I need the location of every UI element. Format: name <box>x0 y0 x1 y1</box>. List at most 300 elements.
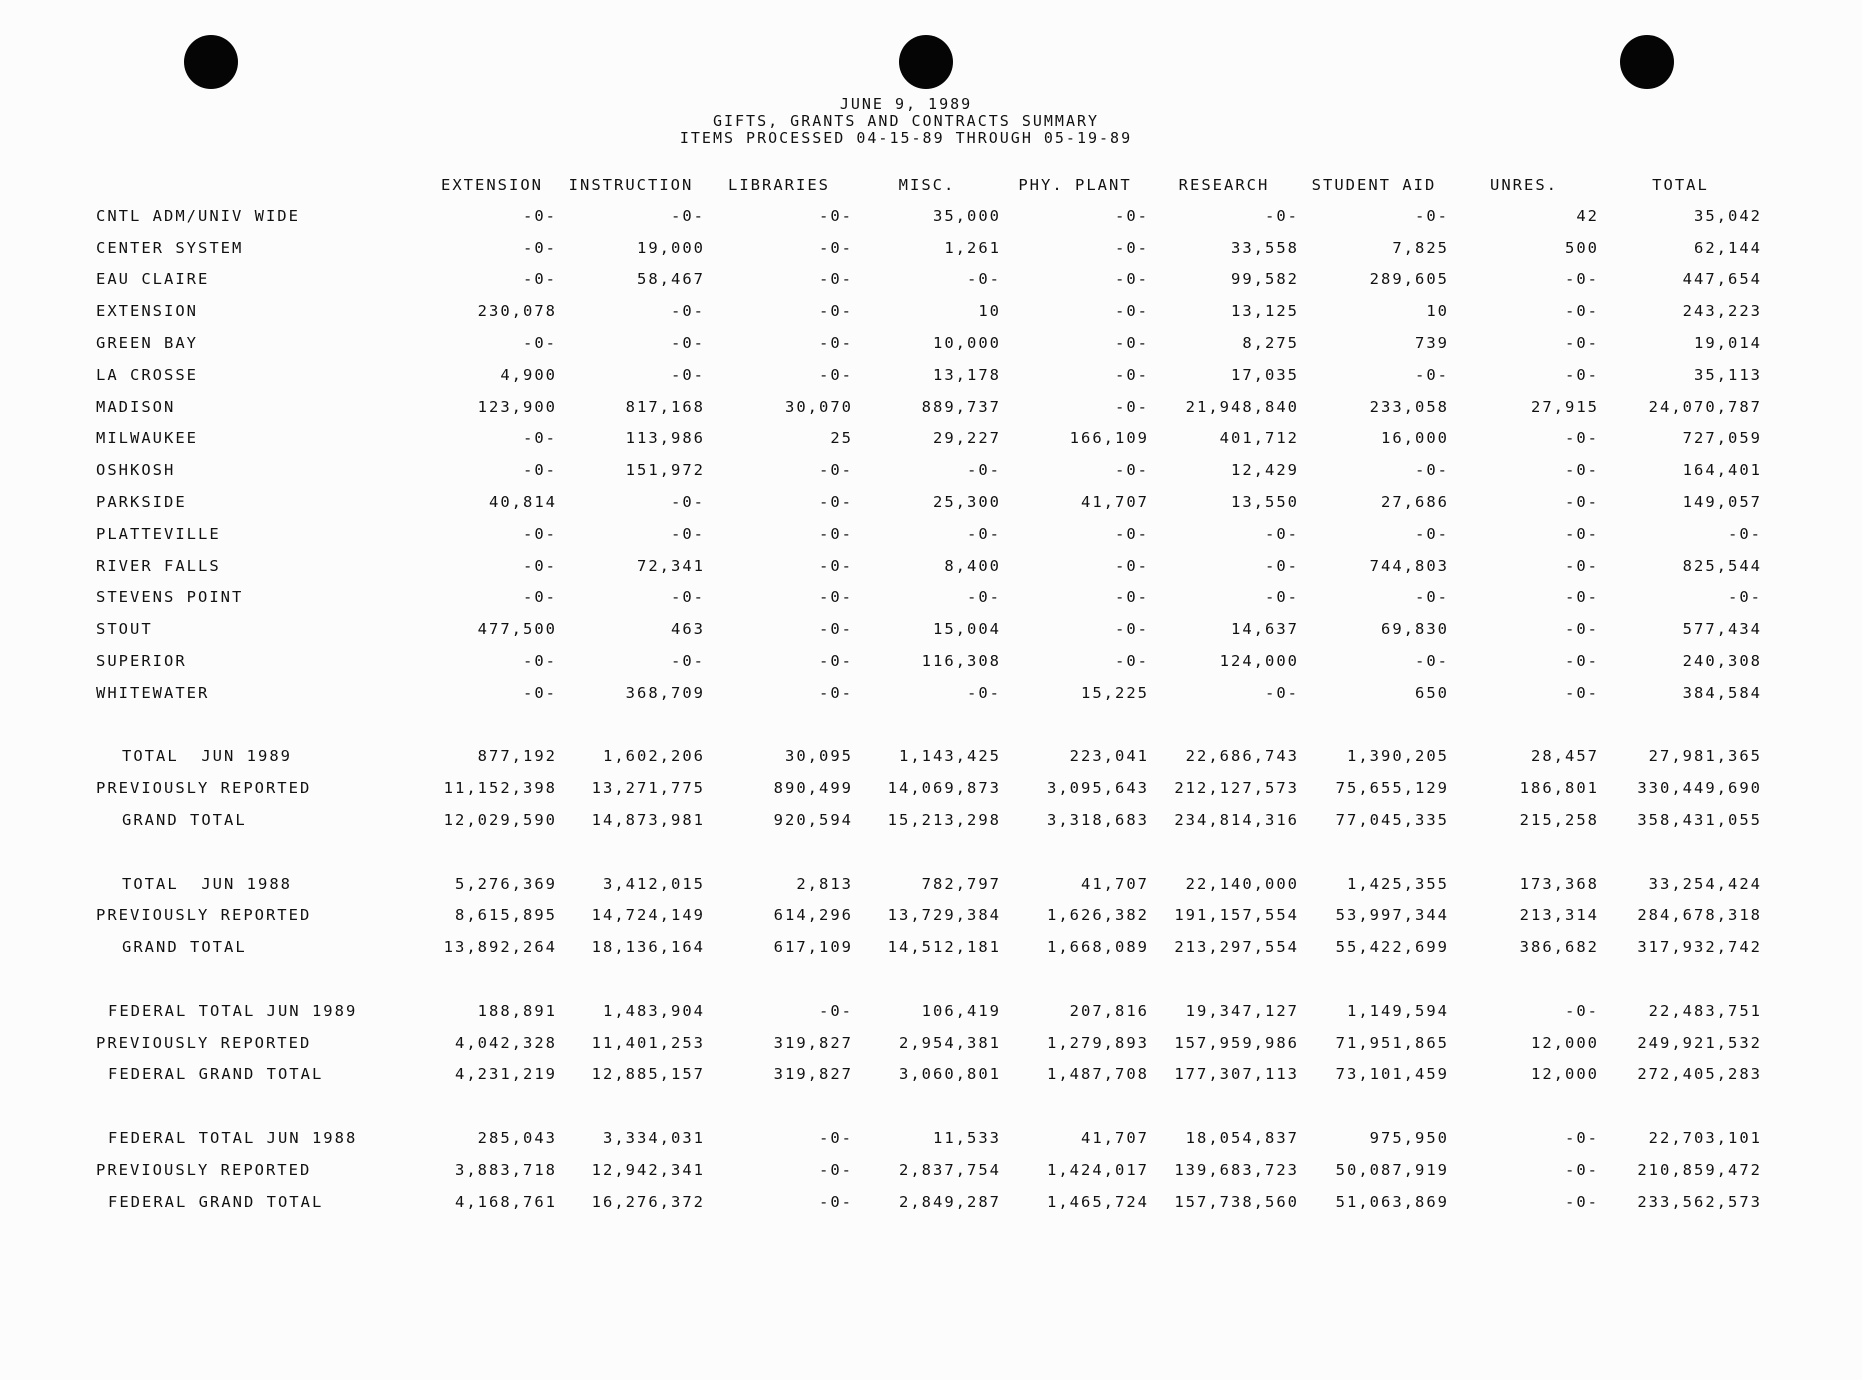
campus-row <box>96 486 1762 518</box>
table-cell: 401,712 <box>1219 429 1299 448</box>
table-cell: 13,729,384 <box>887 906 1001 925</box>
table-cell: -0- <box>819 1001 853 1020</box>
table-cell: 975,950 <box>1369 1129 1449 1147</box>
table-cell: 8,615,895 <box>455 906 557 925</box>
table-cell: 13,550 <box>1231 493 1299 512</box>
table-cell: -0- <box>1265 588 1299 607</box>
table-cell: -0- <box>1728 588 1762 607</box>
table-cell: -0- <box>1565 334 1599 353</box>
table-cell: -0- <box>1565 365 1599 384</box>
table-cell: -0- <box>1415 365 1449 384</box>
table-cell: 319,827 <box>773 1033 853 1052</box>
table-cell: -0- <box>819 461 853 480</box>
table-cell: -0- <box>671 493 705 512</box>
table-cell: 210,859,472 <box>1637 1160 1762 1179</box>
table-cell: 782,797 <box>921 874 1001 893</box>
table-cell: 2,813 <box>796 874 853 893</box>
row-label: EXTENSION <box>96 302 198 321</box>
table-cell: 15,004 <box>933 620 1001 639</box>
table-cell: -0- <box>1565 302 1599 321</box>
row-label: FEDERAL TOTAL JUN 1989 <box>108 1001 358 1020</box>
row-label: LA CROSSE <box>96 365 198 384</box>
row-label: GRAND TOTAL <box>122 938 247 957</box>
table-cell: 14,873,981 <box>591 811 705 830</box>
table-cell: 55,422,699 <box>1335 938 1449 957</box>
row-label: TOTAL JUN 1988 <box>122 874 292 893</box>
row-label: FEDERAL GRAND TOTAL <box>108 1065 324 1084</box>
table-cell: 12,885,157 <box>591 1065 705 1084</box>
row-label: MADISON <box>96 397 176 416</box>
table-cell: 19,014 <box>1694 334 1762 353</box>
table-cell: -0- <box>671 365 705 384</box>
summary-row <box>96 995 1762 1027</box>
column-header-row <box>96 170 1762 200</box>
table-cell: 249,921,532 <box>1637 1033 1762 1052</box>
table-cell: -0- <box>1115 588 1149 607</box>
table-cell: -0- <box>819 334 853 353</box>
table-cell: 35,042 <box>1694 206 1762 225</box>
table-cell: 2,849,287 <box>899 1192 1001 1211</box>
table-cell: 40,814 <box>489 493 557 512</box>
table-cell: 164,401 <box>1682 461 1762 480</box>
campus-row <box>96 423 1762 455</box>
table-cell: 41,707 <box>1081 1129 1149 1147</box>
table-cell: -0- <box>1115 397 1149 416</box>
table-cell: 1,483,904 <box>603 1001 705 1020</box>
table-cell: -0- <box>819 556 853 575</box>
table-cell: 12,942,341 <box>591 1160 705 1179</box>
row-label: GRAND TOTAL <box>122 811 247 830</box>
table-cell: 27,915 <box>1531 397 1599 416</box>
campus-row <box>96 550 1762 582</box>
table-cell: -0- <box>671 524 705 543</box>
table-cell: 617,109 <box>773 938 853 957</box>
row-label: CENTER SYSTEM <box>96 238 244 257</box>
summary-row <box>96 1059 1762 1091</box>
table-cell: -0- <box>671 302 705 321</box>
punch-hole-right <box>1620 35 1674 89</box>
table-cell: 234,814,316 <box>1174 811 1299 830</box>
summary-row <box>96 1122 1762 1154</box>
table-cell: 7,825 <box>1392 238 1449 257</box>
row-label-header <box>96 170 427 200</box>
table-cell: -0- <box>1115 524 1149 543</box>
table-cell: -0- <box>1565 270 1599 289</box>
table-cell: -0- <box>523 652 557 671</box>
spacer-row <box>96 1090 1762 1122</box>
table-cell: 3,334,031 <box>603 1129 705 1147</box>
table-cell: 139,683,723 <box>1174 1160 1299 1179</box>
table-cell: -0- <box>1415 461 1449 480</box>
table-cell: 12,429 <box>1231 461 1299 480</box>
table-cell: -0- <box>1265 206 1299 225</box>
table-cell: 21,948,840 <box>1185 397 1299 416</box>
table-cell: -0- <box>523 524 557 543</box>
table-cell: -0- <box>1565 683 1599 702</box>
table-cell: 889,737 <box>921 397 1001 416</box>
report-subtitle: ITEMS PROCESSED 04-15-89 THROUGH 05-19-89 <box>679 129 1133 147</box>
table-cell: -0- <box>523 334 557 353</box>
campus-row <box>96 359 1762 391</box>
table-cell: -0- <box>1565 1160 1599 1179</box>
table-cell: 447,654 <box>1682 270 1762 289</box>
table-cell: 2,837,754 <box>899 1160 1001 1179</box>
campus-row <box>96 264 1762 296</box>
table-cell: 213,297,554 <box>1174 938 1299 957</box>
table-cell: 207,816 <box>1069 1001 1149 1020</box>
table-cell: 500 <box>1565 238 1599 257</box>
table-cell: -0- <box>1565 493 1599 512</box>
table-cell: 272,405,283 <box>1637 1065 1762 1084</box>
report-title: GIFTS, GRANTS AND CONTRACTS SUMMARY <box>712 112 1100 130</box>
table-cell: 10,000 <box>933 334 1001 353</box>
table-cell: -0- <box>523 556 557 575</box>
table-cell: 29,227 <box>933 429 1001 448</box>
table-cell: -0- <box>819 1160 853 1179</box>
table-cell: 386,682 <box>1519 938 1599 957</box>
table-cell: 30,095 <box>785 747 853 766</box>
table-cell: 920,594 <box>773 811 853 830</box>
table-cell: 22,703,101 <box>1648 1129 1762 1147</box>
table-cell: 1,424,017 <box>1047 1160 1149 1179</box>
table-cell: -0- <box>819 588 853 607</box>
table-cell: -0- <box>967 461 1001 480</box>
row-label: SUPERIOR <box>96 652 187 671</box>
table-cell: 358,431,055 <box>1637 811 1762 830</box>
table-cell: -0- <box>1565 461 1599 480</box>
table-cell: 50,087,919 <box>1335 1160 1449 1179</box>
table-cell: -0- <box>1115 620 1149 639</box>
table-cell: 22,483,751 <box>1648 1001 1762 1020</box>
table-cell: 212,127,573 <box>1174 779 1299 798</box>
table-cell: 463 <box>671 620 705 639</box>
table-cell: 11,401,253 <box>591 1033 705 1052</box>
spacer-row <box>96 963 1762 995</box>
table-cell: 5,276,369 <box>455 874 557 893</box>
table-cell: -0- <box>1265 524 1299 543</box>
table-cell: 22,140,000 <box>1185 874 1299 893</box>
table-cell: 123,900 <box>477 397 557 416</box>
summary-row <box>96 804 1762 836</box>
table-cell: 1,465,724 <box>1047 1192 1149 1211</box>
row-label: PLATTEVILLE <box>96 524 221 543</box>
row-label: STOUT <box>96 620 153 639</box>
table-cell: 18,136,164 <box>591 938 705 957</box>
campus-row <box>96 645 1762 677</box>
table-cell: -0- <box>967 270 1001 289</box>
table-cell: -0- <box>1415 652 1449 671</box>
table-cell: -0- <box>1565 524 1599 543</box>
table-cell: 27,981,365 <box>1648 747 1762 766</box>
row-label: EAU CLAIRE <box>96 270 210 289</box>
table-cell: -0- <box>1565 652 1599 671</box>
table-cell: 16,000 <box>1381 429 1449 448</box>
row-label: PARKSIDE <box>96 493 187 512</box>
table-cell: 319,827 <box>773 1065 853 1084</box>
table-cell: 4,900 <box>500 365 557 384</box>
table-cell: -0- <box>819 238 853 257</box>
table-cell: 12,000 <box>1531 1033 1599 1052</box>
table-cell: 113,986 <box>625 429 705 448</box>
table-cell: 22,686,743 <box>1185 747 1299 766</box>
table-cell: 41,707 <box>1081 874 1149 893</box>
table-cell: 173,368 <box>1519 874 1599 893</box>
summary-row <box>96 1154 1762 1186</box>
row-label: MILWAUKEE <box>96 429 198 448</box>
row-label: OSHKOSH <box>96 461 176 480</box>
table-cell: 614,296 <box>773 906 853 925</box>
table-cell: -0- <box>1415 206 1449 225</box>
table-cell: 2,954,381 <box>899 1033 1001 1052</box>
table-cell: 151,972 <box>625 461 705 480</box>
spacer-cell <box>96 709 1762 741</box>
campus-row <box>96 295 1762 327</box>
table-cell: -0- <box>1415 524 1449 543</box>
table-cell: -0- <box>819 206 853 225</box>
table-cell: 35,113 <box>1694 365 1762 384</box>
table-cell: 77,045,335 <box>1335 811 1449 830</box>
summary-row <box>96 1186 1762 1218</box>
table-cell: -0- <box>1565 1192 1599 1211</box>
row-label: PREVIOUSLY REPORTED <box>96 1033 312 1052</box>
table-cell: 13,271,775 <box>591 779 705 798</box>
table-cell: 1,602,206 <box>603 747 705 766</box>
table-cell: 33,558 <box>1231 238 1299 257</box>
table-cell: 73,101,459 <box>1335 1065 1449 1084</box>
table-cell: -0- <box>523 429 557 448</box>
campus-row <box>96 391 1762 423</box>
table-cell: -0- <box>1265 683 1299 702</box>
table-cell: 124,000 <box>1219 652 1299 671</box>
table-cell: -0- <box>819 493 853 512</box>
table-cell: 99,582 <box>1231 270 1299 289</box>
table-cell: 157,738,560 <box>1174 1192 1299 1211</box>
table-cell: 3,318,683 <box>1047 811 1149 830</box>
table-cell: 157,959,986 <box>1174 1033 1299 1052</box>
report-date: JUNE 9, 1989 <box>839 95 973 113</box>
row-label: CNTL ADM/UNIV WIDE <box>96 206 300 225</box>
column-header: INSTRUCTION <box>568 176 694 194</box>
table-cell: 1,149,594 <box>1347 1001 1449 1020</box>
table-cell: 25 <box>830 429 853 448</box>
punch-hole-center <box>899 35 953 89</box>
campus-row <box>96 582 1762 614</box>
spacer-cell <box>96 963 1762 995</box>
table-cell: 24,070,787 <box>1648 397 1762 416</box>
table-cell: -0- <box>1565 588 1599 607</box>
table-cell: 1,390,205 <box>1347 747 1449 766</box>
table-cell: -0- <box>819 620 853 639</box>
table-cell: 215,258 <box>1519 811 1599 830</box>
table-cell: -0- <box>1565 620 1599 639</box>
campus-row <box>96 327 1762 359</box>
table-cell: 3,095,643 <box>1047 779 1149 798</box>
table-cell: -0- <box>523 206 557 225</box>
table-cell: 13,178 <box>933 365 1001 384</box>
row-label: FEDERAL GRAND TOTAL <box>108 1192 324 1211</box>
table-cell: -0- <box>819 683 853 702</box>
table-cell: 1,425,355 <box>1347 874 1449 893</box>
campus-row <box>96 232 1762 264</box>
table-cell: 33,254,424 <box>1648 874 1762 893</box>
table-cell: 817,168 <box>625 397 705 416</box>
campus-row <box>96 518 1762 550</box>
table-cell: 19,347,127 <box>1185 1001 1299 1020</box>
table-cell: 14,069,873 <box>887 779 1001 798</box>
table-cell: -0- <box>819 1129 853 1147</box>
table-cell: 51,063,869 <box>1335 1192 1449 1211</box>
column-header: UNRES. <box>1490 176 1558 194</box>
table-cell: 25,300 <box>933 493 1001 512</box>
table-cell: 14,512,181 <box>887 938 1001 957</box>
table-cell: 13,125 <box>1231 302 1299 321</box>
table-cell: -0- <box>671 588 705 607</box>
table-cell: -0- <box>1115 461 1149 480</box>
table-cell: 3,412,015 <box>603 874 705 893</box>
table-cell: -0- <box>1115 334 1149 353</box>
table-cell: -0- <box>1115 556 1149 575</box>
table-cell: 11,152,398 <box>443 779 557 798</box>
table-cell: 13,892,264 <box>443 938 557 957</box>
table-cell: 14,637 <box>1231 620 1299 639</box>
table-cell: 744,803 <box>1369 556 1449 575</box>
table-cell: 1,668,089 <box>1047 938 1149 957</box>
table-cell: -0- <box>1265 556 1299 575</box>
table-cell: 368,709 <box>625 683 705 702</box>
table-cell: 739 <box>1415 334 1449 353</box>
table-cell: 284,678,318 <box>1637 906 1762 925</box>
table-cell: 233,058 <box>1369 397 1449 416</box>
row-label: PREVIOUSLY REPORTED <box>96 906 312 925</box>
table-cell: -0- <box>523 683 557 702</box>
table-cell: 1,487,708 <box>1047 1065 1149 1084</box>
table-cell: 15,213,298 <box>887 811 1001 830</box>
table-cell: 188,891 <box>477 1001 557 1020</box>
row-label: STEVENS POINT <box>96 588 244 607</box>
table-cell: -0- <box>1115 238 1149 257</box>
table-cell: 317,932,742 <box>1637 938 1762 957</box>
column-header: TOTAL <box>1652 176 1709 194</box>
table-cell: 41,707 <box>1081 493 1149 512</box>
table-cell: 1,143,425 <box>899 747 1001 766</box>
table-cell: 19,000 <box>637 238 705 257</box>
table-cell: 8,400 <box>944 556 1001 575</box>
table-cell: 1,626,382 <box>1047 906 1149 925</box>
table-cell: -0- <box>1565 1129 1599 1147</box>
summary-row <box>96 931 1762 963</box>
table-cell: -0- <box>1115 652 1149 671</box>
table-cell: 890,499 <box>773 779 853 798</box>
table-cell: 35,000 <box>933 206 1001 225</box>
table-cell: -0- <box>819 270 853 289</box>
table-cell: 384,584 <box>1682 683 1762 702</box>
table-cell: -0- <box>523 238 557 257</box>
table-cell: -0- <box>967 683 1001 702</box>
table-cell: -0- <box>1115 302 1149 321</box>
table-cell: -0- <box>1115 365 1149 384</box>
table-cell: -0- <box>1565 556 1599 575</box>
table-body <box>96 200 1762 1218</box>
campus-row <box>96 613 1762 645</box>
table-cell: 230,078 <box>477 302 557 321</box>
table-cell: 177,307,113 <box>1174 1065 1299 1084</box>
punch-hole-left <box>184 35 238 89</box>
table-cell: 166,109 <box>1069 429 1149 448</box>
table-cell: 3,060,801 <box>899 1065 1001 1084</box>
table-cell: -0- <box>1565 1001 1599 1020</box>
table-cell: 4,231,219 <box>455 1065 557 1084</box>
column-header: LIBRARIES <box>728 176 830 194</box>
table-cell: 825,544 <box>1682 556 1762 575</box>
campus-row <box>96 200 1762 232</box>
summary-row <box>96 772 1762 804</box>
table-cell: -0- <box>1115 206 1149 225</box>
spacer-row <box>96 709 1762 741</box>
table-cell: 12,000 <box>1531 1065 1599 1084</box>
table-cell: -0- <box>523 270 557 289</box>
table-cell: -0- <box>819 652 853 671</box>
table-cell: 243,223 <box>1682 302 1762 321</box>
report-header <box>0 96 1812 147</box>
summary-row <box>96 900 1762 932</box>
table-cell: 11,533 <box>933 1129 1001 1147</box>
column-header: RESEARCH <box>1178 176 1270 194</box>
table-cell: 577,434 <box>1682 620 1762 639</box>
table-cell: -0- <box>1415 588 1449 607</box>
table-cell: 191,157,554 <box>1174 906 1299 925</box>
table-cell: 16,276,372 <box>591 1192 705 1211</box>
summary-row <box>96 741 1762 773</box>
table-cell: 30,070 <box>785 397 853 416</box>
table-cell: -0- <box>819 1192 853 1211</box>
summary-table <box>96 170 1762 1218</box>
row-label: PREVIOUSLY REPORTED <box>96 779 312 798</box>
summary-row <box>96 868 1762 900</box>
table-cell: 58,467 <box>637 270 705 289</box>
table-cell: 10 <box>978 302 1001 321</box>
table-cell: -0- <box>819 524 853 543</box>
table-cell: 4,042,328 <box>455 1033 557 1052</box>
table-cell: 12,029,590 <box>443 811 557 830</box>
row-label: WHITEWATER <box>96 683 210 702</box>
row-label: TOTAL JUN 1989 <box>122 747 292 766</box>
table-cell: 3,883,718 <box>455 1160 557 1179</box>
spacer-cell <box>96 1090 1762 1122</box>
table-cell: 186,801 <box>1519 779 1599 798</box>
table-cell: 15,225 <box>1081 683 1149 702</box>
campus-row <box>96 677 1762 709</box>
summary-row <box>96 1027 1762 1059</box>
table-cell: 69,830 <box>1381 620 1449 639</box>
table-cell: 17,035 <box>1231 365 1299 384</box>
table-cell: 42 <box>1576 206 1599 225</box>
table-cell: 106,419 <box>921 1001 1001 1020</box>
table-cell: 10 <box>1426 302 1449 321</box>
table-cell: 71,951,865 <box>1335 1033 1449 1052</box>
table-cell: 27,686 <box>1381 493 1449 512</box>
table-cell: 1,279,893 <box>1047 1033 1149 1052</box>
table-cell: 4,168,761 <box>455 1192 557 1211</box>
table-cell: 72,341 <box>637 556 705 575</box>
row-label: FEDERAL TOTAL JUN 1988 <box>108 1129 358 1147</box>
table-cell: 650 <box>1415 683 1449 702</box>
column-header: EXTENSION <box>441 176 543 194</box>
table-cell: 330,449,690 <box>1637 779 1762 798</box>
table-cell: 233,562,573 <box>1637 1192 1762 1211</box>
table-cell: -0- <box>523 461 557 480</box>
table-cell: 877,192 <box>477 747 557 766</box>
table-cell: 213,314 <box>1519 906 1599 925</box>
